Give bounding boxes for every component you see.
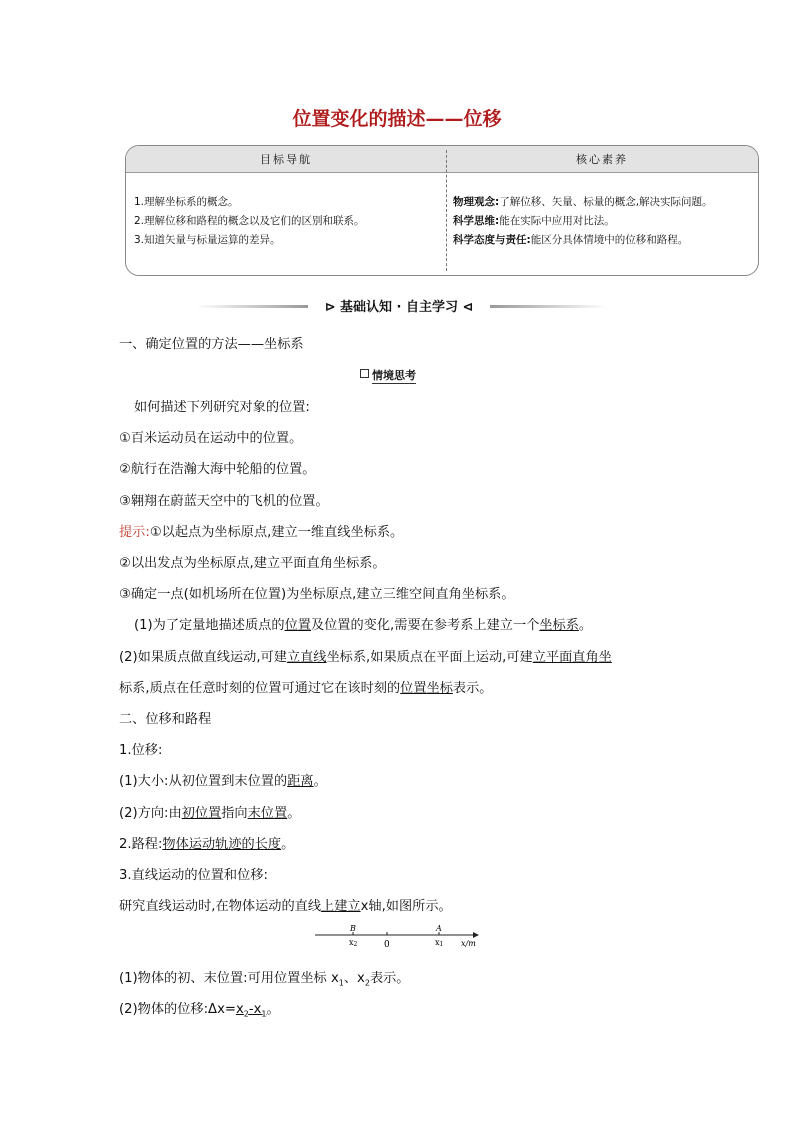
question-1: ①百米运动员在运动中的位置。 — [119, 431, 303, 446]
paragraph-3: 标系,质点在任意时刻的位置可通过它在该时刻的位置坐标表示。 — [119, 681, 493, 696]
paragraph-2: (2)如果质点做直线运动,可建立直线坐标系,如果质点在平面上运动,可建立平面直角坐 — [119, 650, 612, 665]
square-icon — [360, 369, 369, 378]
linear-motion-intro: 研究直线运动时,在物体运动的直线上建立x轴,如图所示。 — [119, 899, 452, 914]
item-linear-motion: 3.直线运动的位置和位移: — [119, 868, 268, 883]
item-path: 2.路程:物体运动轨迹的长度。 — [119, 837, 295, 852]
competency-item: 科学态度与责任:能区分具体情境中的位移和路程。 — [453, 234, 689, 246]
competency-item: 物理观念:了解位移、矢量、标量的概念,解决实际问题。 — [453, 196, 713, 208]
banner-text: ⊳ 基础认知 · 自主学习 ⊲ — [324, 300, 474, 315]
page-title: 位置变化的描述——位移 — [292, 108, 502, 130]
goal-list — [134, 193, 439, 250]
left-header: 目标导航 — [260, 153, 312, 166]
x1-label: x1 — [435, 938, 444, 948]
objectives-table — [125, 145, 759, 276]
x2-label: x2 — [349, 938, 358, 948]
axis-arrow — [473, 932, 479, 938]
paragraph-1: (1)为了定量地描述质点的位置及位置的变化,需要在参考系上建立一个坐标系。 — [134, 618, 593, 633]
section-banner — [0, 296, 794, 316]
competency-list — [453, 193, 755, 250]
table-header — [126, 146, 758, 173]
situation-tag: 情境思考 — [360, 367, 416, 384]
banner-right-bar — [490, 305, 608, 308]
item-displacement: 1.位移: — [119, 743, 163, 758]
hint-2: ②以出发点为坐标原点,建立平面直角坐标系。 — [119, 556, 386, 571]
right-header: 核心素养 — [576, 153, 628, 166]
positions-line: (1)物体的初、末位置:可用位置坐标 $x_1$、$x_2$表示。 — [119, 971, 410, 988]
point-b-label: B — [350, 924, 356, 933]
goal-item: 3.知道矢量与标量运算的差异。 — [134, 234, 281, 246]
x-axis-diagram — [315, 922, 485, 948]
column-divider — [446, 150, 447, 271]
point-a-label: A — [436, 924, 442, 933]
displacement-formula: (2)物体的位移$:\Delta x=x_2-x_1$。 — [119, 1002, 280, 1019]
hint-1: 提示:①以起点为坐标原点,建立一维直线坐标系。 — [119, 525, 404, 540]
section1-heading: 一、确定位置的方法——坐标系 — [119, 337, 304, 352]
displacement-magnitude: (1)大小:从初位置到末位置的距离。 — [119, 774, 327, 789]
origin-label: 0 — [384, 940, 390, 948]
question-intro: 如何描述下列研究对象的位置: — [134, 400, 310, 415]
question-3: ③翱翔在蔚蓝天空中的飞机的位置。 — [119, 494, 329, 509]
hint-3: ③确定一点(如机场所在位置)为坐标原点,建立三维空间直角坐标系。 — [119, 587, 515, 602]
section2-heading: 二、位移和路程 — [119, 712, 212, 727]
question-2: ②航行在浩瀚大海中轮船的位置。 — [119, 462, 316, 477]
displacement-direction: (2)方向:由初位置指向末位置。 — [119, 806, 301, 821]
banner-left-bar — [196, 305, 308, 308]
competency-item: 科学思维:能在实际中应用对比法。 — [453, 215, 615, 227]
goal-item: 1.理解坐标系的概念。 — [134, 196, 239, 208]
goal-item: 2.理解位移和路程的概念以及它们的区别和联系。 — [134, 215, 365, 227]
unit-label: x/m — [461, 939, 476, 948]
